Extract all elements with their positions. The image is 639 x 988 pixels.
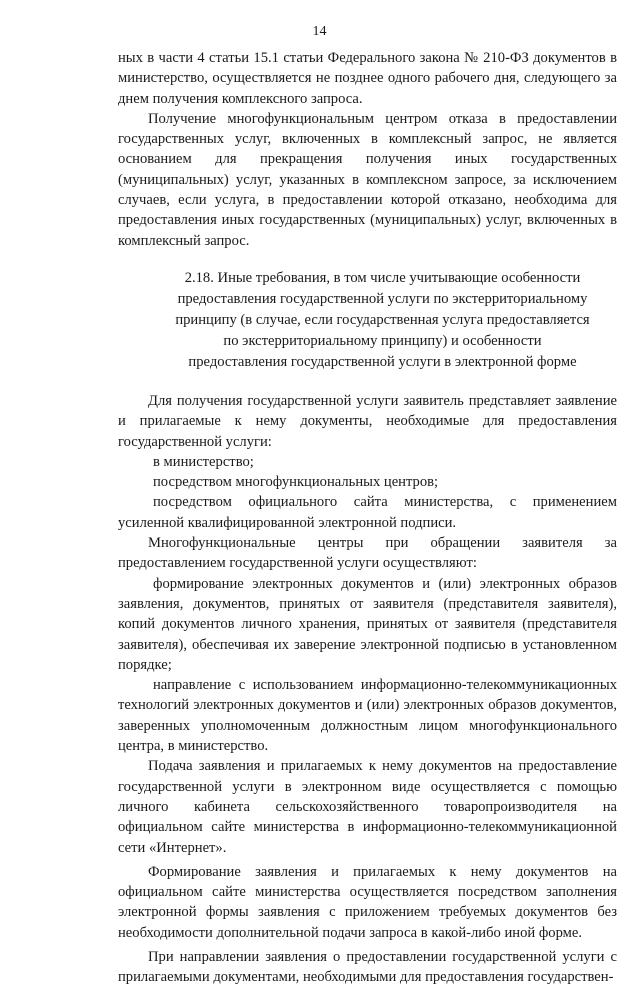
paragraph: Для получения государственной услуги заявитель представляет заявление и прилагаемые к нему документы, необходимые для предоставления государственной услуги: (118, 392, 617, 450)
paragraph: При направлении заявления о предоставлении государственной услуги с прилагаемыми документами, необходимыми для предоставления государствен- (118, 948, 617, 986)
paragraph: Формирование заявления и прилагаемых к нему документов на официальном сайте министерства осуществляется посредством заполнения электронной формы заявления с приложением требуемых документов без необходимости дополнительной подачи запроса в какой-либо иной форме. (118, 863, 617, 941)
heading-line: предоставления государственной услуги по экстерриториальному (177, 290, 588, 307)
heading-line: по экстерриториальному принципу) и особенности (223, 332, 542, 349)
paragraph: ных в части 4 статьи 15.1 статьи Федерального закона № 210-ФЗ документов в министерство, осуществляется не позднее одного рабочего дня, следующего за днем получения комплексного запроса. (118, 50, 617, 107)
page-number: 14 (312, 24, 327, 39)
list-item: формирование электронных документов и (или) электронных образов заявления, документов, принятых от заявителя (представителя заявителя), копий документов личного хранения, принятых от заявителя (представителя заявителя), обеспечивая их заверение электронной подписью в установленном порядке; (118, 575, 617, 673)
heading-line: предоставления государственной услуги в электронной форме (188, 353, 577, 370)
section-heading (118, 268, 617, 373)
heading-line: принципу (в случае, если государственная услуга предоставляется (175, 311, 590, 328)
list-item: направление с использованием информационно-телекоммуникационных технологий электронных документов и (или) электронных образов документов, заверенных уполномоченным должностным лицом многофункционального центра, в министерство. (118, 677, 617, 755)
document-body (118, 48, 617, 988)
paragraph: Получение многофункциональным центром отказа в предоставлении государственных услуг, включенных в комплексный запрос, не является основанием для прекращения получения иных государственных (муниципальных) услуг, указанных в комплексном запросе, за исключением случаев, если услуга, в предоставлении которой отказано, необходима для предоставления иных государственных (муниципальных) услуг, включенных в комплексный запрос. (118, 110, 617, 249)
paragraph: Подача заявления и прилагаемых к нему документов на предоставление государственной услуги в электронном виде осуществляется с помощью личного кабинета сельскохозяйственного товаропроизводителя на официальном сайте министерства в информационно-телекоммуникационной сети «Интернет». (118, 758, 617, 856)
list-item: посредством многофункциональных центров; (153, 474, 439, 491)
list-item: в министерство; (153, 453, 254, 470)
paragraph: Многофункциональные центры при обращении заявителя за предоставлением государственной услуги осуществляют: (118, 535, 617, 572)
list-item: посредством официального сайта министерства, с применением усиленной квалифицированной электронной подписи. (118, 494, 617, 531)
heading-line: 2.18. Иные требования, в том числе учитывающие особенности (184, 269, 581, 286)
